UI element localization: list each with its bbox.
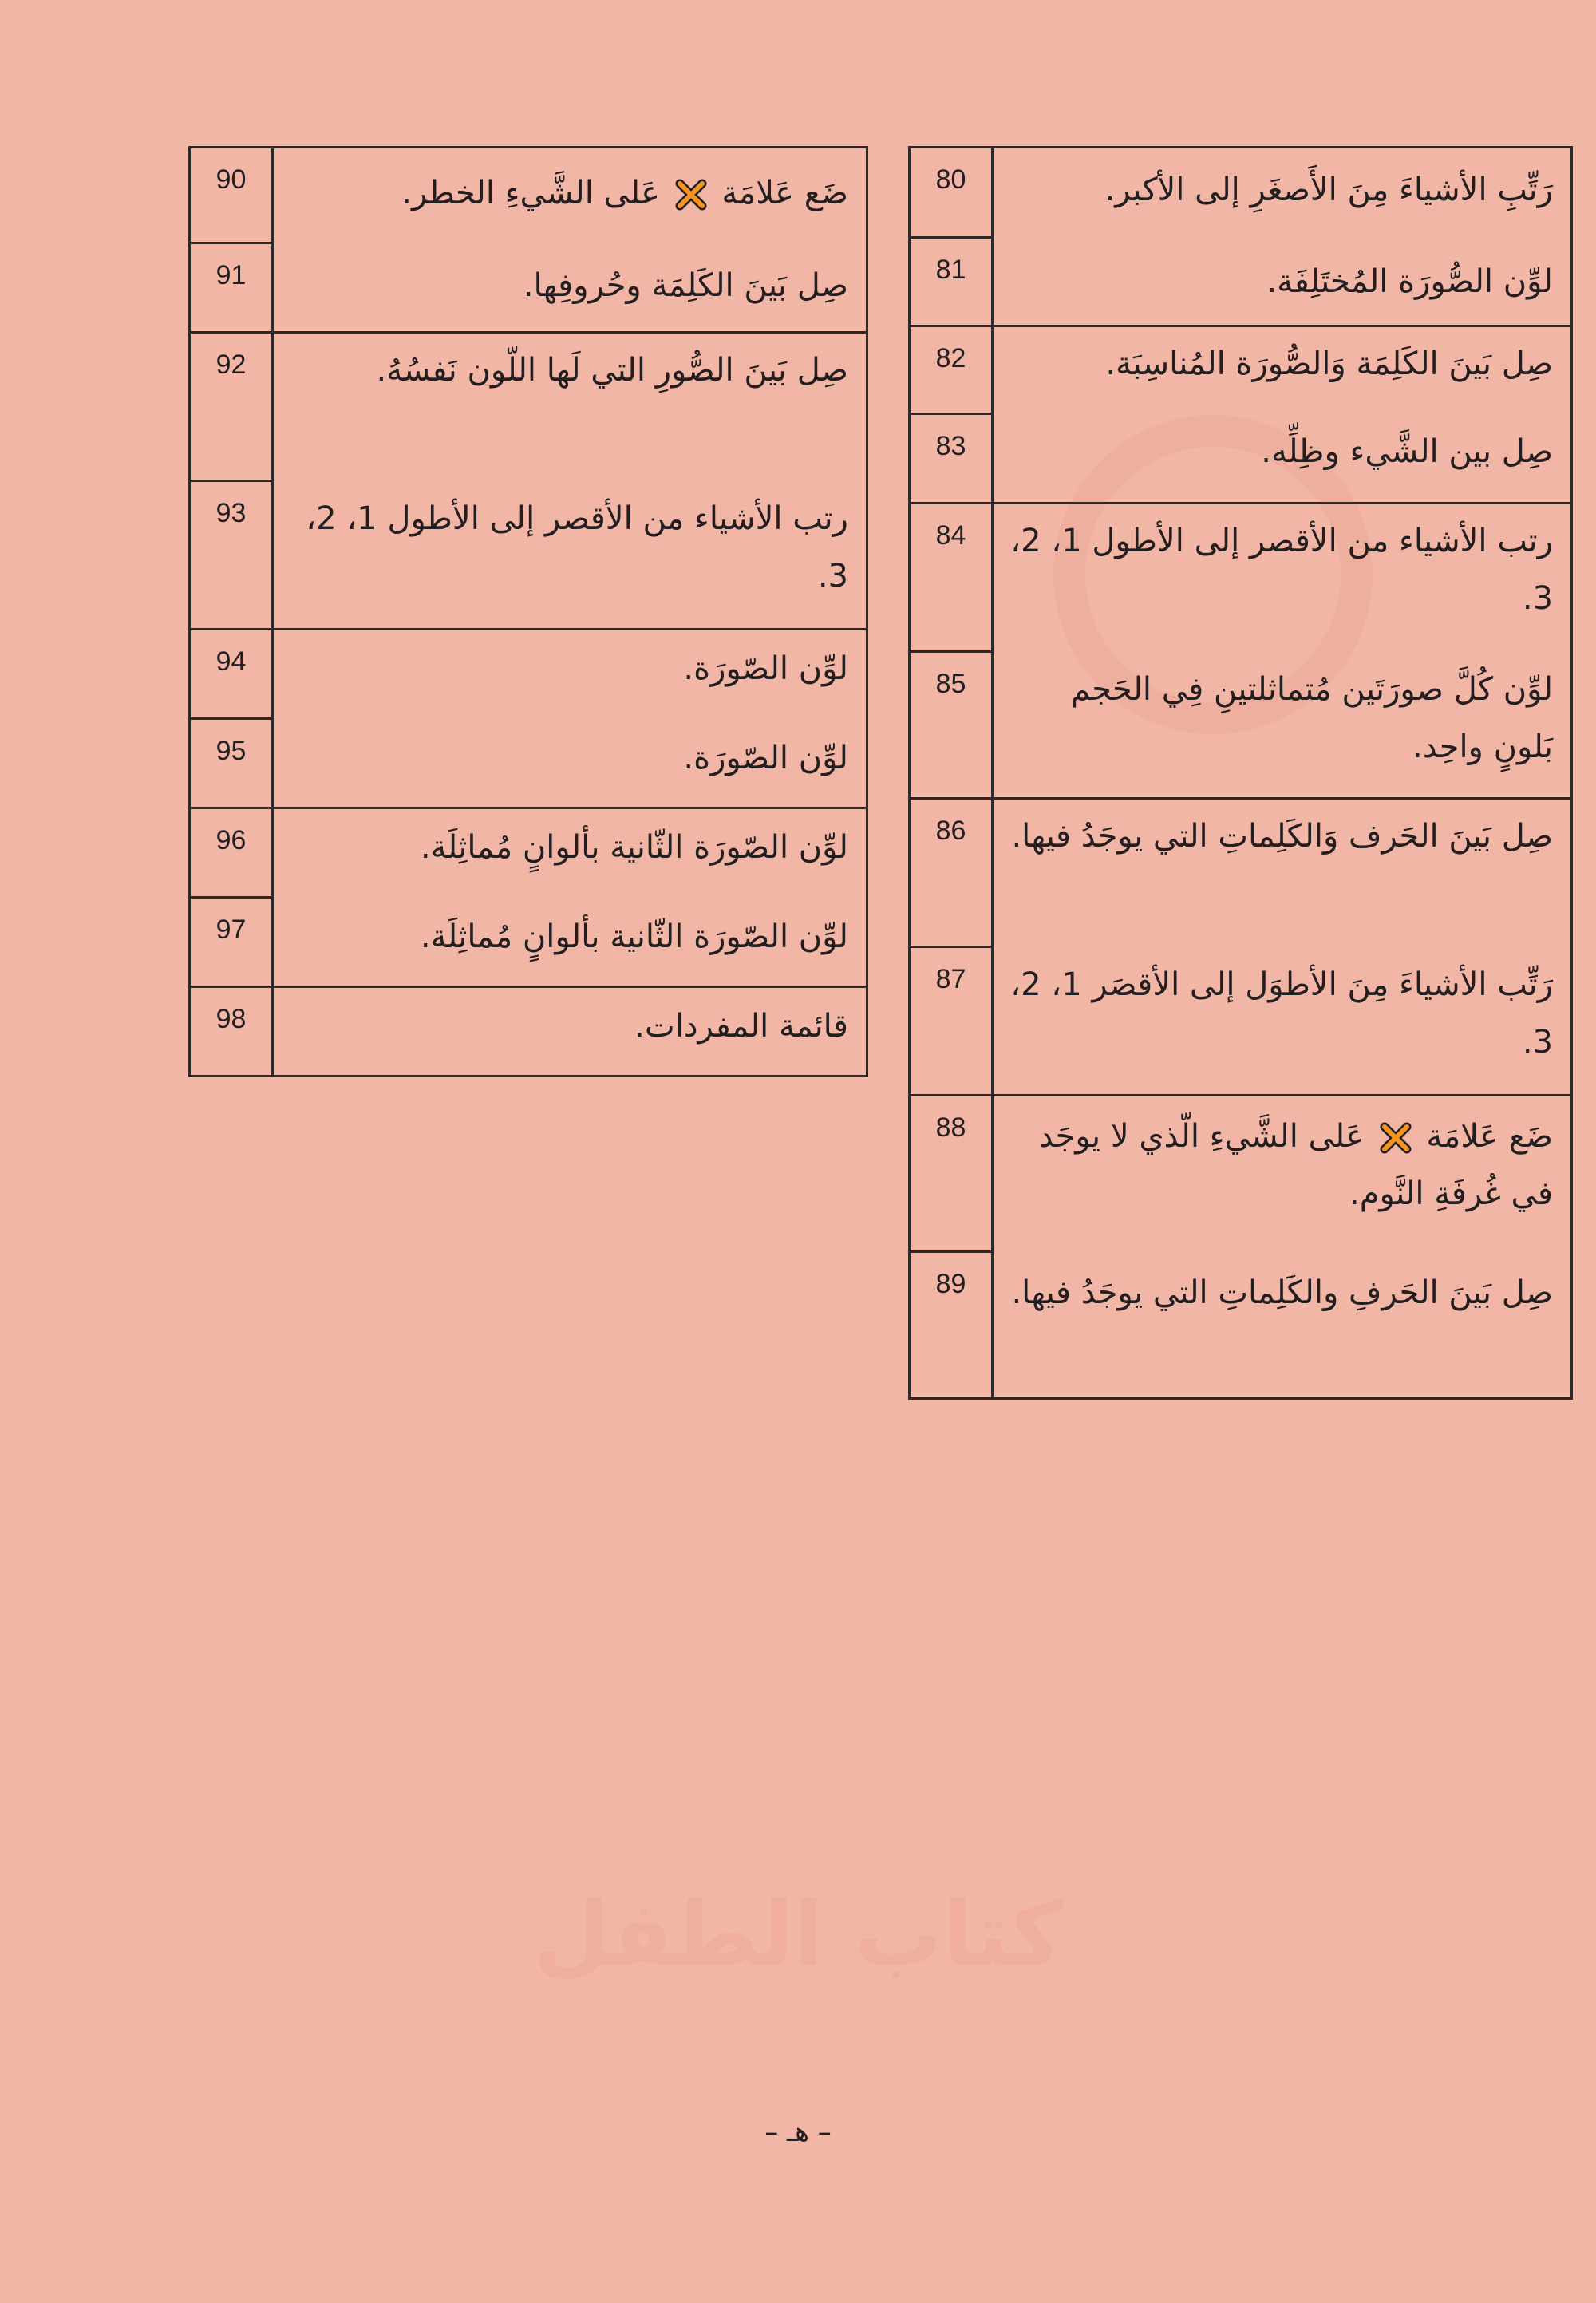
- contents-table-right: [908, 146, 1573, 1400]
- lesson-group: [993, 504, 1572, 799]
- page-number-cell: 84: [910, 504, 993, 652]
- lesson-title: صِل بَينَ الحَرف وَالكَلِماتِ التي يوجَدُ فيها.: [1011, 818, 1553, 855]
- page-number-cell: 98: [190, 987, 273, 1076]
- page-number-cell: 90: [190, 148, 273, 243]
- page-number-cell: 86: [910, 799, 993, 947]
- page-number-cell: 93: [190, 481, 273, 630]
- lesson-title: رتب الأشياء من الأقصر إلى الأطول 1، 2، 3.: [1010, 523, 1553, 617]
- lesson-text: ضَع عَلامَة: [1426, 1118, 1553, 1155]
- lesson-title: صِل بَينَ الكَلِمَة وحُروفِها.: [523, 267, 848, 304]
- page-number-cell: 81: [910, 238, 993, 326]
- page-number-cell: 87: [910, 947, 993, 1096]
- lesson-text: عَلى الشَّيءِ الخطر.: [401, 175, 660, 211]
- page-number-cell: 95: [190, 719, 273, 808]
- page-number-cell: 89: [910, 1252, 993, 1399]
- x-mark-icon: [1380, 1122, 1412, 1154]
- lesson-title: لوِّن الصّورَة.: [683, 650, 848, 687]
- page-number: – هـ –: [764, 2116, 832, 2148]
- page-number-cell: 88: [910, 1096, 993, 1252]
- x-mark-icon: [675, 179, 707, 211]
- lesson-title: لوِّن الصّورَة الثّانية بألوانٍ مُماثِلَة.: [420, 918, 848, 955]
- lesson-text: عَلى الشَّيءِ الّذي لا يوجَد في غُرفَةِ النَّوم.: [1038, 1118, 1553, 1212]
- lesson-group: [273, 987, 867, 1076]
- lesson-group: [993, 148, 1572, 326]
- page-number-cell: 82: [910, 326, 993, 414]
- lesson-group: [993, 326, 1572, 504]
- page-number-cell: 85: [910, 652, 993, 799]
- lesson-group: [273, 630, 867, 808]
- lesson-text: ضَع عَلامَة: [721, 175, 848, 211]
- lesson-title: رَتِّب الأشياءَ مِنَ الأطوَل إلى الأقصَر 1، 2، 3.: [1010, 966, 1553, 1061]
- lesson-title: قائمة المفردات.: [634, 1008, 848, 1045]
- lesson-title: صِل بَينَ الحَرفِ والكَلِماتِ التي يوجَدُ فيها.: [1011, 1274, 1553, 1311]
- lesson-group: [993, 1096, 1572, 1399]
- lesson-title: صِل بَينَ الكَلِمَة وَالصُّورَة المُناسِبَة.: [1105, 346, 1553, 382]
- lesson-title: [1003, 1108, 1553, 1264]
- page-number-cell: 92: [190, 333, 273, 481]
- lesson-group: [273, 333, 867, 630]
- page-number-cell: 94: [190, 630, 273, 719]
- lesson-title: لوِّن الصُّورَة المُختَلِفَة.: [1266, 263, 1553, 300]
- page-number-cell: 83: [910, 414, 993, 504]
- page-number-cell: 96: [190, 808, 273, 898]
- lesson-group: [273, 808, 867, 987]
- lesson-title: لوِّن كُلَّ صورَتَين مُتماثلتينِ فِي الحَجم بَلونٍ واحِد.: [1070, 671, 1553, 765]
- lesson-title: لوِّن الصّورَة.: [683, 740, 848, 776]
- page-number-cell: 91: [190, 243, 273, 333]
- lesson-group: [993, 799, 1572, 1096]
- lesson-title: رتب الأشياء من الأقصر إلى الأطول 1، 2، 3.: [306, 500, 848, 595]
- page-number-cell: 97: [190, 898, 273, 987]
- lesson-title: صِل بَينَ الصُّورِ التي لَها اللّون نَفسُهُ.: [376, 352, 848, 389]
- lesson-title: صِل بين الشَّيء وظِلِّه.: [1261, 433, 1553, 470]
- lesson-title: [283, 164, 848, 257]
- lesson-title: رَتِّبِ الأشياءَ مِنَ الأَصغَرِ إلى الأكبر.: [1104, 172, 1553, 208]
- page-number-cell: 80: [910, 148, 993, 238]
- contents-table-left: [188, 146, 868, 1077]
- lesson-group: [273, 148, 867, 333]
- watermark-title: كتاب الطفل: [533, 1883, 1063, 1985]
- lesson-title: لوِّن الصّورَة الثّانية بألوانٍ مُماثِلَة.: [420, 829, 848, 866]
